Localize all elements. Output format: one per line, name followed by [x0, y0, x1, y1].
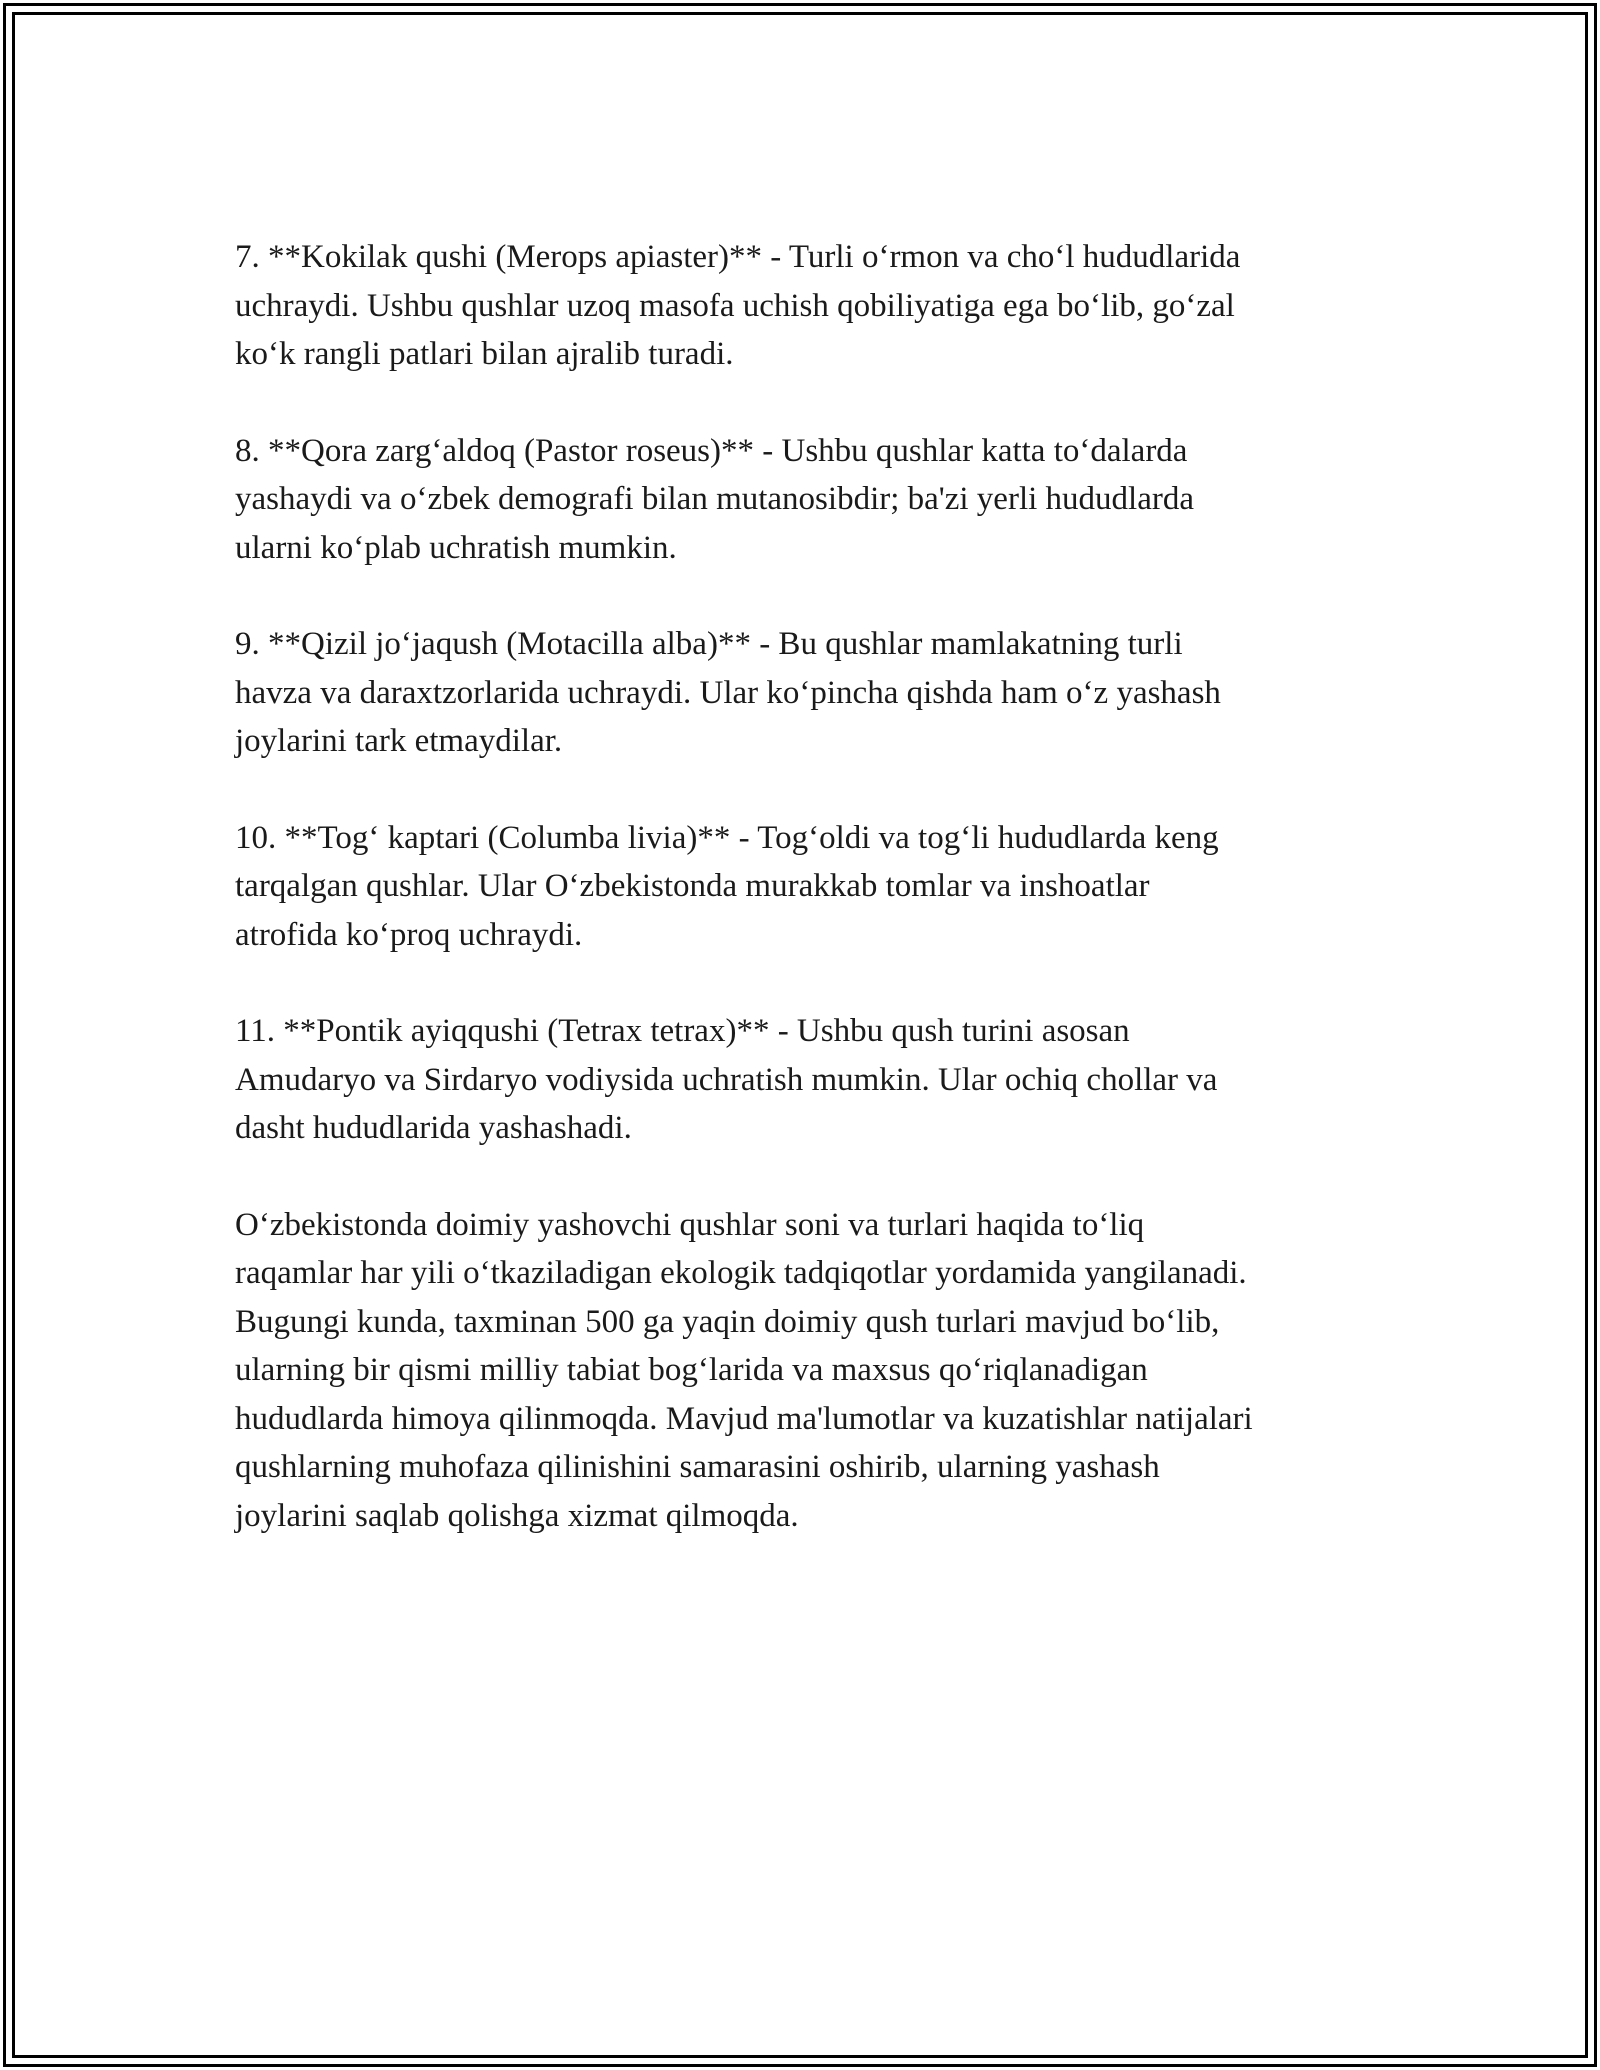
list-item-9: 9. **Qizil jo‘jaqush (Motacilla alba)** - Bu qushlar mamlakatning turli havza va daraxtzorlarida uchraydi. Ular ko‘pincha qishda ham o‘z yashash joylarini tark etmaydilar. [235, 626, 1221, 759]
list-item-10: 10. **Tog‘ kaptari (Columba livia)** - Tog‘oldi va tog‘li hududlarda keng tarqalgan qushlar. Ular O‘zbekistonda murakkab tomlar va inshoatlar atrofida ko‘proq uchraydi. [235, 819, 1219, 953]
list-item-8: 8. **Qora zarg‘aldoq (Pastor roseus)** - Ushbu qushlar katta to‘dalarda yashaydi va o‘zbek demografi bilan mutanosibdir; ba'zi yerli hududlarda ularni ko‘plab uchratish mumkin. [235, 432, 1194, 566]
document-body [235, 233, 1375, 1588]
summary-paragraph: O‘zbekistonda doimiy yashovchi qushlar soni va turlari haqida to‘liq raqamlar har yili o‘tkaziladigan ekologik tadqiqotlar yordamida yangilanadi. Bugungi kunda, taxminan 500 ga yaqin doimiy qush turlari mavjud bo‘lib, ularning bir qismi milliy tabiat bog‘larida va maxsus qo‘riqlanadigan hududlarda himoya qilinmoqda. Mavjud ma'lumotlar va kuzatishlar natijalari qushlarning muhofaza qilinishini samarasini oshirib, ularning yashash joylarini saqlab qolishga xizmat qilmoqda. [235, 1206, 1253, 1534]
list-item-7: 7. **Kokilak qushi (Merops apiaster)** - Turli o‘rmon va cho‘l hududlarida uchraydi. Ushbu qushlar uzoq masofa uchish qobiliyatiga ega bo‘lib, go‘zal ko‘k rangli patlari bilan ajralib turadi. [235, 239, 1241, 372]
list-item-11: 11. **Pontik ayiqqushi (Tetrax tetrax)** - Ushbu qush turini asosan Amudaryo va Sirdaryo vodiysida uchratish mumkin. Ular ochiq chollar va dasht hududlarida yashashadi. [235, 1013, 1218, 1146]
